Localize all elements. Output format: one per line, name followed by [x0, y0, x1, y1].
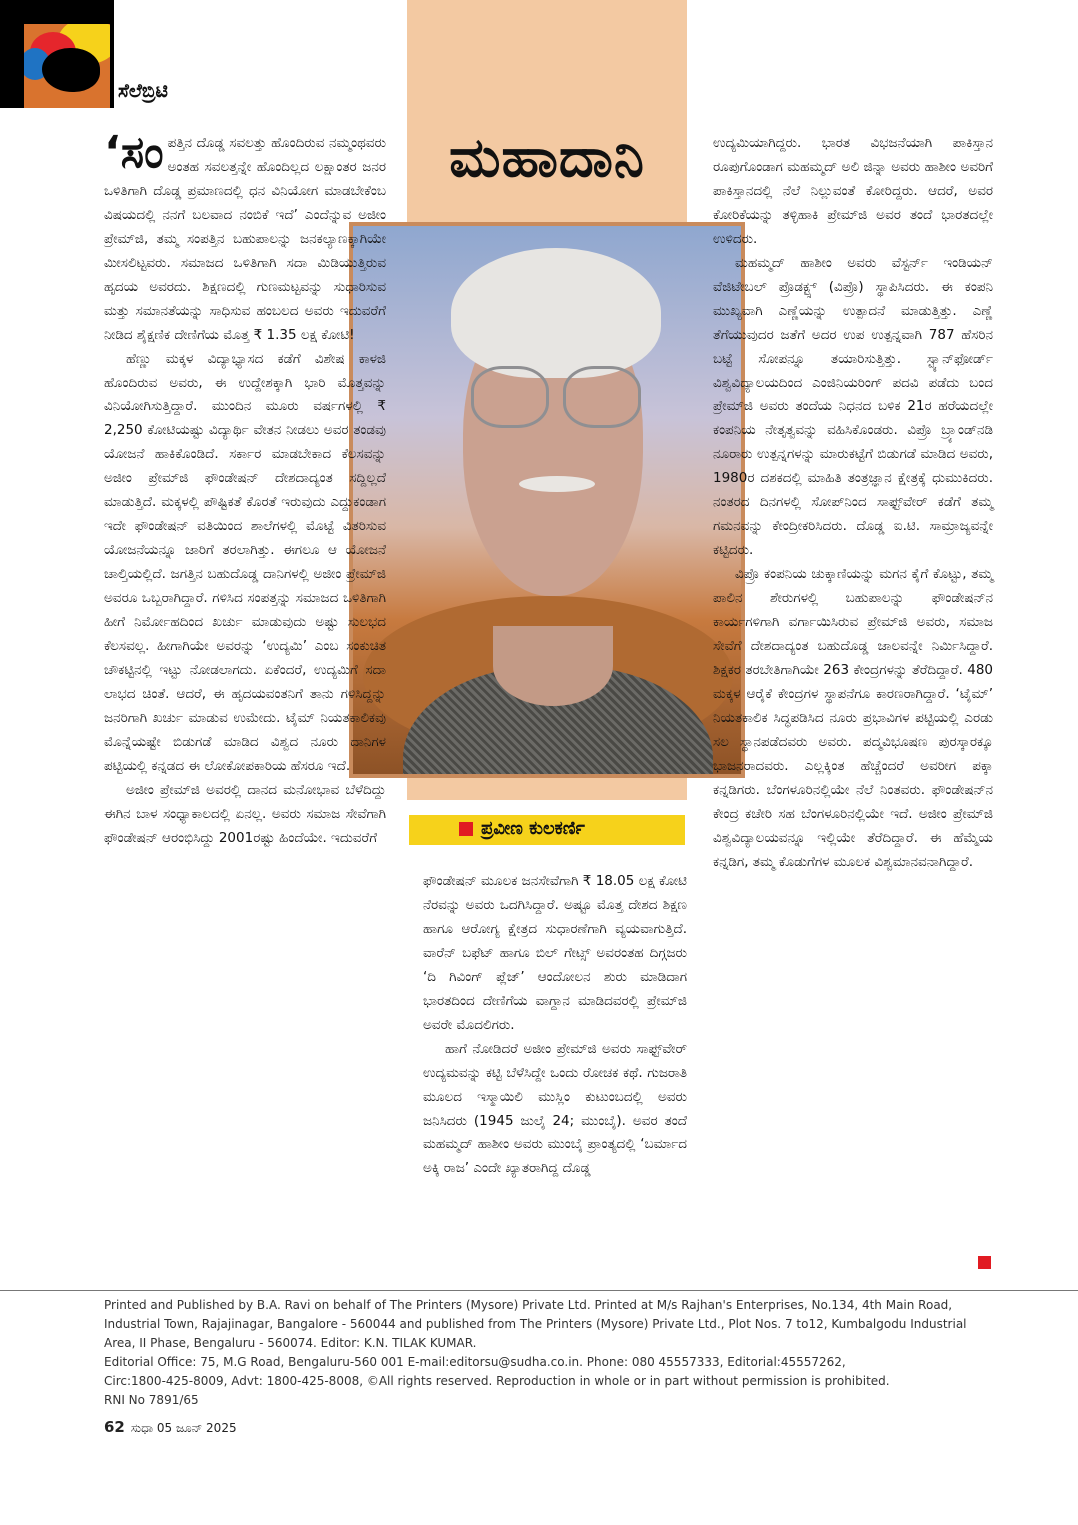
divider: [0, 1290, 1078, 1291]
square-bullet-icon: [459, 822, 473, 836]
imprint-line: RNI No 7891/65: [104, 1393, 199, 1407]
article-column-3: [713, 132, 993, 875]
paragraph: ಫೌಂಡೇಷನ್ ಮೂಲಕ ಜನಸೇವೆಗಾಗಿ ₹ 18.05 ಲಕ್ಷ ಕೋಟಿ ನೆರವನ್ನು ಅವರು ಒದಗಿಸಿದ್ದಾರೆ. ಅಷ್ಟೂ ಮೊತ್ತ ದೇಶದ ಶಿಕ್ಷಣ ಹಾಗೂ ಆರೋಗ್ಯ ಕ್ಷೇತ್ರದ ಸುಧಾರಣೆಗಾಗಿ ವ್ಯಯವಾಗುತ್ತಿದೆ. ವಾರೆನ್ ಬಫೆಟ್ ಹಾಗೂ ಬಿಲ್ ಗೇಟ್ಸ್ ಅವರಂತಹ ದಿಗ್ಗಜರು ‘ದಿ ಗಿವಿಂಗ್ ಪ್ಲೆಜ್’ ಆಂದೋಲನ ಶುರು ಮಾಡಿದಾಗ ಭಾರತದಿಂದ ದೇಣಿಗೆಯ ವಾಗ್ದಾನ ಮಾಡಿದವರಲ್ಲಿ ಪ್ರೇಮ್‌ಜಿ ಅವರೇ ಮೊದಲಿಗರು.: [423, 873, 687, 1033]
imprint-line: Editorial Office: 75, M.G Road, Bengaluru-560 001 E-mail:editorsu@sudha.co.in. Phone: 080 45557333, Editorial:45557262,: [104, 1355, 846, 1369]
page-folio: [104, 1418, 237, 1436]
end-mark-icon: [978, 1256, 991, 1269]
paragraph: ‘ಸಂಪತ್ತಿನ ದೊಡ್ಡ ಸವಲತ್ತು ಹೊಂದಿರುವ ನಮ್ಮಂಥವರು ಅಂತಹ ಸವಲತ್ತನ್ನೇ ಹೊಂದಿಲ್ಲದ ಲಕ್ಷಾಂತರ ಜನರ ಒಳಿತಿಗಾಗಿ ದೊಡ್ಡ ಪ್ರಮಾಣದಲ್ಲಿ ಧನ ವಿನಿಯೋಗ ಮಾಡಬೇಕೆಂಬ ವಿಷಯದಲ್ಲಿ ನನಗೆ ಬಲವಾದ ನಂಬಿಕೆ ಇದೆ’ ಎಂದೆನ್ನುವ ಅಜೀಂ ಪ್ರೇಮ್‌ಜಿ, ತಮ್ಮ ಸಂಪತ್ತಿನ ಬಹುಪಾಲನ್ನು ಜನಕಲ್ಯಾಣಕ್ಕಾಗಿಯೇ ಮೀಸಲಿಟ್ಟವರು. ಸಮಾಜದ ಒಳಿತಿಗಾಗಿ ಸದಾ ಮಿಡಿಯುತ್ತಿರುವ ಹೃದಯ ಅವರದು. ಶಿಕ್ಷಣದಲ್ಲಿ ಗುಣಮಟ್ಟವನ್ನು ಸುಧಾರಿಸುವ ಮತ್ತು ಸಮಾನತೆಯನ್ನು ಸಾಧಿಸುವ ಹಂಬಲದ ಅವರು ಇದುವರೆಗೆ ನೀಡಿದ ಶೈಕ್ಷಣಿಕ ದೇಣಿಗೆಯ ಮೊತ್ತ ₹ 1.35 ಲಕ್ಷ ಕೋಟಿ!: [104, 127, 386, 343]
magazine-logo: [0, 0, 114, 108]
article-column-1: [104, 127, 386, 851]
publication-date: ಸುಧಾ 05 ಜೂನ್ 2025: [130, 1421, 237, 1435]
imprint-line: Circ:1800-425-8009, Advt: 1800-425-8008, ©All rights reserved. Reproduction in whole or in part without permission is prohibited.: [104, 1374, 890, 1388]
imprint-block: [104, 1296, 992, 1410]
paragraph: ಹಾಗೆ ನೋಡಿದರೆ ಅಜೀಂ ಪ್ರೇಮ್‌ಜಿ ಅವರು ಸಾಫ್ಟ್‌ವೇರ್ ಉದ್ಯಮವನ್ನು ಕಟ್ಟಿ ಬೆಳೆಸಿದ್ದೇ ಒಂದು ರೋಚಕ ಕಥೆ. ಗುಜರಾತಿ ಮೂಲದ ಇಸ್ಮಾಯಿಲಿ ಮುಸ್ಲಿಂ ಕುಟುಂಬದಲ್ಲಿ ಅವರು ಜನಿಸಿದರು (1945 ಜುಲೈ 24; ಮುಂಬೈ). ಅವರ ತಂದೆ ಮಹಮ್ಮದ್ ಹಾಶೀಂ ಅವರು ಮುಂಬೈ ಪ್ರಾಂತ್ಯದಲ್ಲಿ ‘ಬರ್ಮಾದ ಅಕ್ಕಿ ರಾಜ’ ಎಂದೇ ಖ್ಯಾತರಾಗಿದ್ದ ದೊಡ್ಡ: [423, 1040, 687, 1177]
portrait-photo: [349, 222, 745, 778]
page-number: 62: [104, 1418, 125, 1436]
paragraph: ವಿಪ್ರೊ ಕಂಪನಿಯ ಚುಕ್ಕಾಣಿಯನ್ನು ಮಗನ ಕೈಗೆ ಕೊಟ್ಟು, ತಮ್ಮ ಪಾಲಿನ ಶೇರುಗಳಲ್ಲಿ ಬಹುಪಾಲನ್ನು ಫೌಂಡೇಷನ್‌ನ ಕಾರ್ಯಗಳಿಗಾಗಿ ವರ್ಗಾಯಿಸಿರುವ ಪ್ರೇಮ್‌ಜಿ ಅವರು, ಸಮಾಜ ಸೇವೆಗೆ ದೇಶದಾದ್ಯಂತ ಬಹುದೊಡ್ಡ ಜಾಲವನ್ನೇ ನಿರ್ಮಿಸಿದ್ದಾರೆ. ಶಿಕ್ಷಕರ ತರಬೇತಿಗಾಗಿಯೇ 263 ಕೇಂದ್ರಗಳನ್ನು ತೆರೆದಿದ್ದಾರೆ. 480 ಮಕ್ಕಳ ಆರೈಕೆ ಕೇಂದ್ರಗಳ ಸ್ಥಾಪನೆಗೂ ಕಾರಣರಾಗಿದ್ದಾರೆ. ‘ಟೈಮ್’ ನಿಯತಕಾಲಿಕ ಸಿದ್ಧಪಡಿಸಿದ ನೂರು ಪ್ರಭಾವಿಗಳ ಪಟ್ಟಿಯಲ್ಲಿ ಎರಡು ಸಲ ಸ್ಥಾನಪಡೆದವರು ಅವರು. ಪದ್ಮವಿಭೂಷಣ ಪುರಸ್ಕಾರಕ್ಕೂ ಭಾಜನರಾದವರು. ಎಲ್ಲಕ್ಕಿಂತ ಹೆಚ್ಚೆಂದರೆ ಅವರೀಗ ಪಕ್ಕಾ ಕನ್ನಡಿಗರು. ಬೆಂಗಳೂರಿನಲ್ಲಿಯೇ ನೆಲೆ ನಿಂತವರು. ಫೌಂಡೇಷನ್‌ನ ಕೇಂದ್ರ ಕಚೇರಿ ಸಹ ಬೆಂಗಳೂರಿನಲ್ಲಿಯೇ ಇದೆ. ಅಜೀಂ ಪ್ರೇಮ್‌ಜಿ ವಿಶ್ವವಿದ್ಯಾಲಯವನ್ನೂ ಇಲ್ಲಿಯೇ ತೆರೆದಿದ್ದಾರೆ. ಈ ಹೆಮ್ಮೆಯ ಕನ್ನಡಿಗ, ತಮ್ಮ ಕೊಡುಗೆಗಳ ಮೂಲಕ ವಿಶ್ವಮಾನವನಾಗಿದ್ದಾರೆ.: [713, 566, 993, 870]
section-label: ಸೆಲೆಬ್ರಿಟಿ: [118, 80, 168, 102]
author-name: ಪ್ರವೀಣ ಕುಲಕರ್ಣಿ: [481, 818, 585, 839]
article-column-2: [423, 870, 687, 1181]
paragraph: ಅಜೀಂ ಪ್ರೇಮ್‌ಜಿ ಅವರಲ್ಲಿ ದಾನದ ಮನೋಭಾವ ಬೆಳೆದಿದ್ದು ಈಗಿನ ಬಾಳ ಸಂಧ್ಯಾಕಾಲದಲ್ಲಿ ಏನಲ್ಲ. ಅವರು ಸಮಾಜ ಸೇವೆಗಾಗಿ ಫೌಂಡೇಷನ್ ಆರಂಭಿಸಿದ್ದು 2001ರಷ್ಟು ಹಿಂದೆಯೇ. ಇದುವರೆಗೆ: [104, 781, 386, 846]
byline-bar: [409, 815, 685, 845]
imprint-line: Printed and Published by B.A. Ravi on behalf of The Printers (Mysore) Private Ltd. Printed at M/s Rajhan's Enterprises, No.134, 4th Main Road, Industrial Town, Rajajinagar, Bangalore - 560044 and published from The Printers (Mysore) Private Ltd., Plot Nos. 7 to12, Kumbalgodu Industrial Area, II Phase, Bengaluru - 560074. Editor: K.N. TILAK KUMAR.: [104, 1298, 967, 1350]
drop-cap: ‘ಸಂ: [104, 127, 164, 178]
paragraph: ಹೆಣ್ಣು ಮಕ್ಕಳ ವಿದ್ಯಾಭ್ಯಾಸದ ಕಡೆಗೆ ವಿಶೇಷ ಕಾಳಜಿ ಹೊಂದಿರುವ ಅವರು, ಈ ಉದ್ದೇಶಕ್ಕಾಗಿ ಭಾರಿ ಮೊತ್ತವನ್ನು ವಿನಿಯೋಗಿಸುತ್ತಿದ್ದಾರೆ. ಮುಂದಿನ ಮೂರು ವರ್ಷಗಳಲ್ಲಿ ₹ 2,250 ಕೋಟಿಯಷ್ಟು ವಿದ್ಯಾರ್ಥಿ ವೇತನ ನೀಡಲು ಅವರ ತಂಡವು ಯೋಜನೆ ಹಾಕಿಕೊಂಡಿದೆ. ಸರ್ಕಾರ ಮಾಡಬೇಕಾದ ಕೆಲಸವನ್ನು ಅಜೀಂ ಪ್ರೇಮ್‌ಜಿ ಫೌಂಡೇಷನ್ ದೇಶದಾದ್ಯಂತ ಸದ್ದಿಲ್ಲದೆ ಮಾಡುತ್ತಿದೆ. ಮಕ್ಕಳಲ್ಲಿ ಪೌಷ್ಟಿಕತೆ ಕೊರತೆ ಇರುವುದು ಎದ್ದುಕಂಡಾಗ ಇದೇ ಫೌಂಡೇಷನ್ ವತಿಯಿಂದ ಶಾಲೆಗಳಲ್ಲಿ ಮೊಟ್ಟೆ ವಿತರಿಸುವ ಯೋಜನೆಯನ್ನೂ ಜಾರಿಗೆ ತರಲಾಗಿತ್ತು. ಈಗಲೂ ಆ ಯೋಜನೆ ಚಾಲ್ತಿಯಲ್ಲಿದೆ. ಜಗತ್ತಿನ ಬಹುದೊಡ್ಡ ದಾನಿಗಳಲ್ಲಿ ಅಜೀಂ ಪ್ರೇಮ್‌ಜಿ ಅವರೂ ಒಬ್ಬರಾಗಿದ್ದಾರೆ. ಗಳಿಸಿದ ಸಂಪತ್ತನ್ನು ಸಮಾಜದ ಒಳಿತಿಗಾಗಿ ಹೀಗೆ ನಿರ್ಮೋಹದಿಂದ ಖರ್ಚು ಮಾಡುವುದು ಅಷ್ಟು ಸುಲಭದ ಕೆಲಸವಲ್ಲ. ಹೀಗಾಗಿಯೇ ಅವರನ್ನು ‘ಉದ್ಯಮಿ’ ಎಂಬ ಸಂಕುಚಿತ ಚೌಕಟ್ಟಿನಲ್ಲಿ ಇಟ್ಟು ನೋಡಲಾಗದು. ಏಕೆಂದರೆ, ಉದ್ಯಮಿಗೆ ಸದಾ ಲಾಭದ ಚಿಂತೆ. ಆದರೆ, ಈ ಹೃದಯವಂತನಿಗೆ ತಾನು ಗಳಿಸಿದ್ದನ್ನು ಜನರಿಗಾಗಿ ಖರ್ಚು ಮಾಡುವ ಉಮೇದು. ಟೈಮ್ ನಿಯತಕಾಲಿಕವು ಮೊನ್ನೆಯಷ್ಟೇ ಬಿಡುಗಡೆ ಮಾಡಿದ ವಿಶ್ವದ ನೂರು ದಾನಿಗಳ ಪಟ್ಟಿಯಲ್ಲಿ ಕನ್ನಡದ ಈ ಲೋಕೋಪಕಾರಿಯ ಹೆಸರೂ ಇದೆ.: [104, 350, 386, 774]
paragraph: ಉದ್ಯಮಿಯಾಗಿದ್ದರು. ಭಾರತ ವಿಭಜನೆಯಾಗಿ ಪಾಕಿಸ್ತಾನ ರೂಪುಗೊಂಡಾಗ ಮಹಮ್ಮದ್ ಅಲಿ ಜಿನ್ನಾ ಅವರು ಹಾಶೀಂ ಅವರಿಗೆ ಪಾಕಿಸ್ತಾನದಲ್ಲಿ ನೆಲೆ ನಿಲ್ಲುವಂತೆ ಕೋರಿದ್ದರು. ಆದರೆ, ಅವರ ಕೋರಿಕೆಯನ್ನು ತಳ್ಳಿಹಾಕಿ ಪ್ರೇಮ್‌ಜಿ ಅವರ ತಂದೆ ಭಾರತದಲ್ಲೇ ಉಳಿದರು.: [713, 135, 993, 247]
paragraph: ಮಹಮ್ಮದ್ ಹಾಶೀಂ ಅವರು ವೆಸ್ಟರ್ನ್ ಇಂಡಿಯನ್ ವೆಜಿಟೇಬಲ್ ಪ್ರೊಡಕ್ಟ್ಸ್ (ವಿಪ್ರೊ) ಸ್ಥಾಪಿಸಿದರು. ಈ ಕಂಪನಿ ಮುಖ್ಯವಾಗಿ ಎಣ್ಣೆಯನ್ನು ಉತ್ಪಾದನೆ ಮಾಡುತ್ತಿತ್ತು. ಎಣ್ಣೆ ತೆಗೆಯುವುದರ ಜತೆಗೆ ಅದರ ಉಪ ಉತ್ಪನ್ನವಾಗಿ 787 ಹೆಸರಿನ ಬಟ್ಟೆ ಸೋಪನ್ನೂ ತಯಾರಿಸುತ್ತಿತ್ತು. ಸ್ಟ್ಯಾನ್‌ಫೋರ್ಡ್ ವಿಶ್ವವಿದ್ಯಾಲಯದಿಂದ ಎಂಜಿನಿಯರಿಂಗ್ ಪದವಿ ಪಡೆದು ಬಂದ ಪ್ರೇಮ್‌ಜಿ ಅವರು ತಂದೆಯ ನಿಧನದ ಬಳಿಕ 21ರ ಹರೆಯದಲ್ಲೇ ಕಂಪನಿಯ ನೇತೃತ್ವವನ್ನು ವಹಿಸಿಕೊಂಡರು. ವಿಪ್ರೊ ಬ್ರ್ಯಾಂಡ್‌ನಡಿ ನೂರಾರು ಉತ್ಪನ್ನಗಳನ್ನು ಮಾರುಕಟ್ಟೆಗೆ ಬಿಡುಗಡೆ ಮಾಡಿದ ಅವರು, 1980ರ ದಶಕದಲ್ಲಿ ಮಾಹಿತಿ ತಂತ್ರಜ್ಞಾನ ಕ್ಷೇತ್ರಕ್ಕೆ ಧುಮುಕಿದರು. ನಂತರದ ದಿನಗಳಲ್ಲಿ ಸೋಪ್‌ನಿಂದ ಸಾಫ್ಟ್‌ವೇರ್ ಕಡೆಗೆ ತಮ್ಮ ಗಮನವನ್ನು ಕೇಂದ್ರೀಕರಿಸಿದರು. ದೊಡ್ಡ ಐ.ಟಿ. ಸಾಮ್ರಾಜ್ಯವನ್ನೇ ಕಟ್ಟಿದರು.: [713, 254, 993, 559]
article-headline: ಮಹಾದಾನಿ: [449, 126, 645, 189]
